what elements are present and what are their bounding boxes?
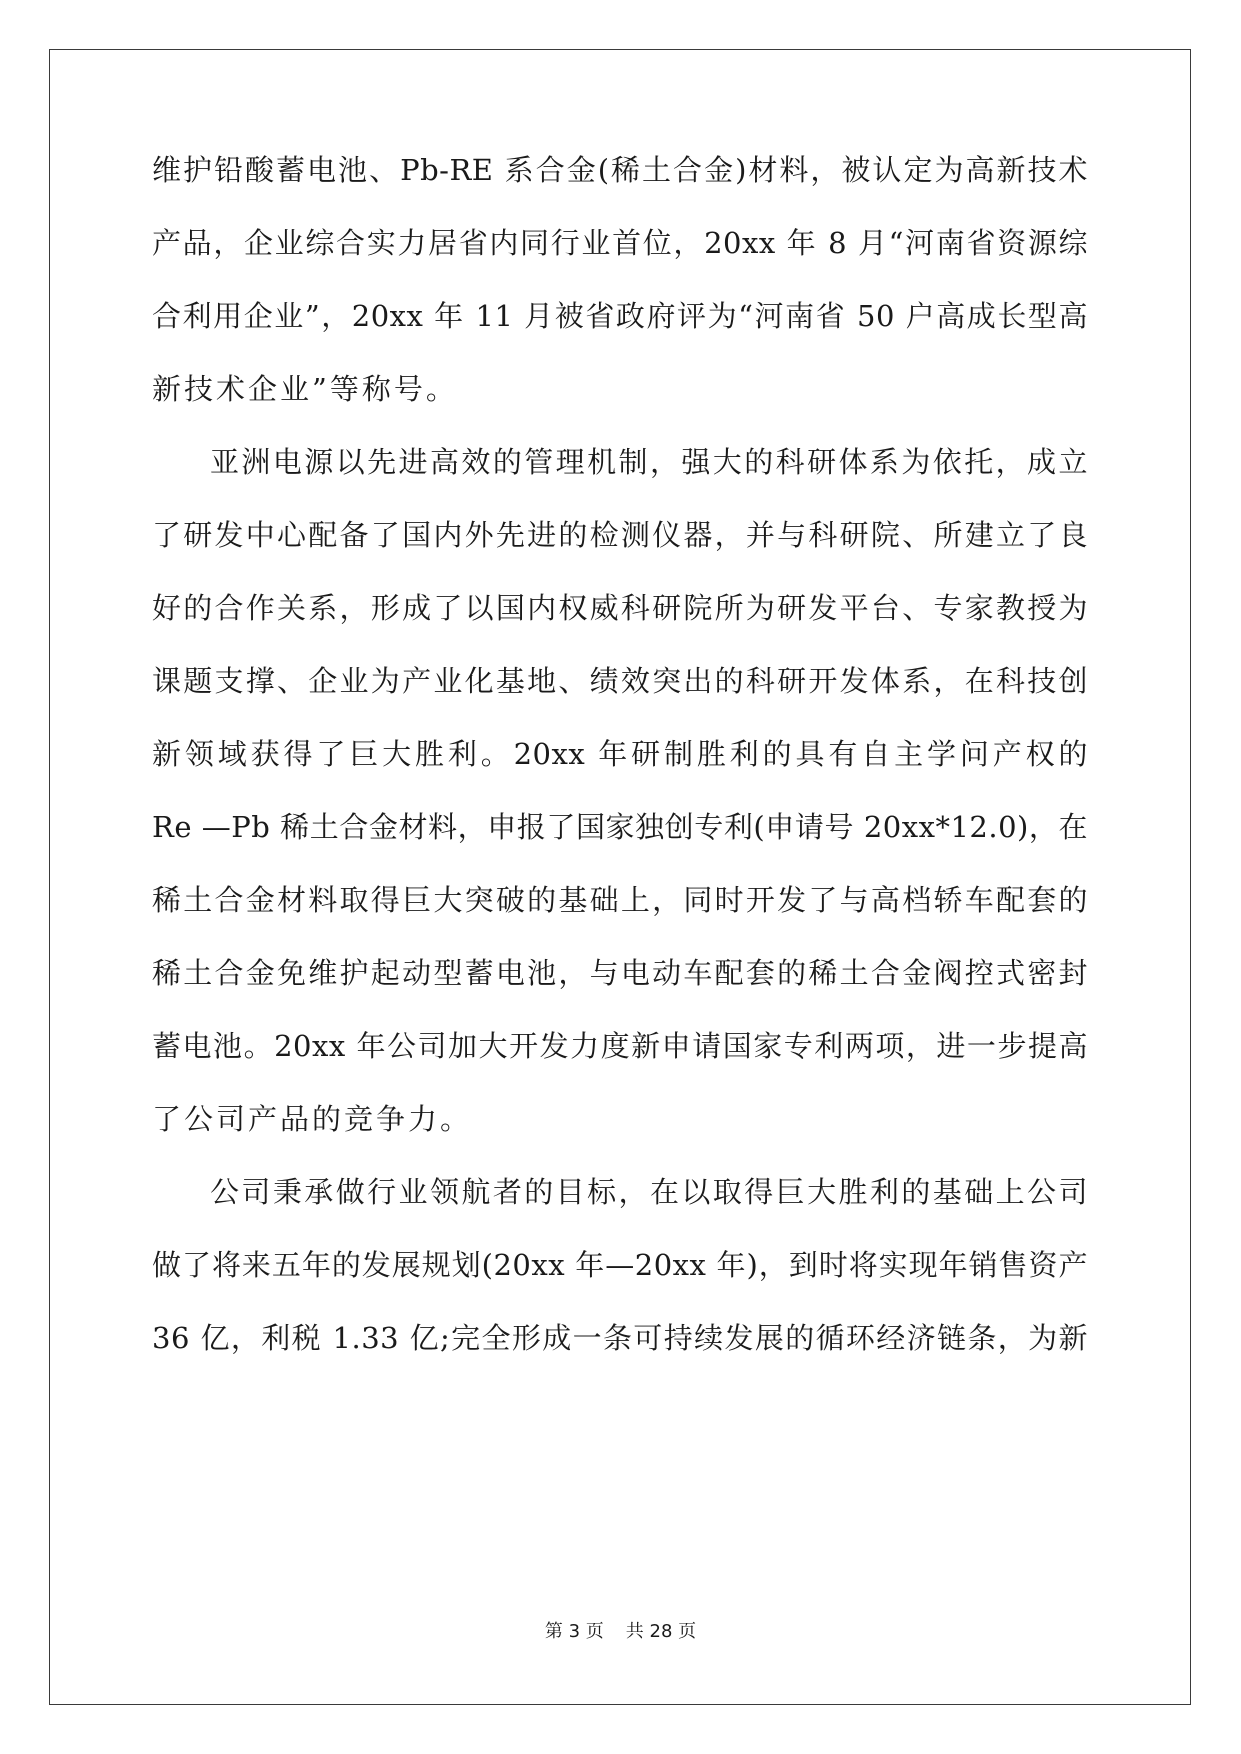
text-line: 新技术企业”等称号。 bbox=[152, 372, 458, 406]
text-line: 稀土合金材料取得巨大突破的基础上，同时开发了与高档轿车配套的 bbox=[152, 883, 1088, 917]
text-line: 了公司产品的竞争力。 bbox=[152, 1102, 473, 1136]
text-line: 课题支撑、企业为产业化基地、绩效突出的科研开发体系，在科技创 bbox=[152, 664, 1088, 698]
text-line: 新领域获得了巨大胜利。20xx 年研制胜利的具有自主学问产权的 bbox=[152, 737, 1088, 771]
paragraph-first-line: 亚洲电源以先进高效的管理机制，强大的科研体系为依托，成立 bbox=[210, 445, 1088, 479]
page-number: 第 3 页 bbox=[544, 1621, 604, 1642]
text-line: 合利用企业”，20xx 年 11 月被省政府评为“河南省 50 户高成长型高 bbox=[152, 299, 1088, 333]
text-line: 蓄电池。20xx 年公司加大开发力度新申请国家专利两项，进一步提高 bbox=[152, 1029, 1088, 1063]
text-line: 36 亿，利税 1.33 亿;完全形成一条可持续发展的循环经济链条，为新 bbox=[152, 1321, 1088, 1355]
paragraph-first-line: 公司秉承做行业领航者的目标，在以取得巨大胜利的基础上公司 bbox=[210, 1175, 1088, 1209]
text-line: 稀土合金免维护起动型蓄电池，与电动车配套的稀土合金阀控式密封 bbox=[152, 956, 1088, 990]
text-line: 做了将来五年的发展规划(20xx 年—20xx 年)，到时将实现年销售资产 bbox=[152, 1248, 1088, 1282]
text-line: 产品，企业综合实力居省内同行业首位，20xx 年 8 月“河南省资源综 bbox=[152, 226, 1088, 260]
page-total: 共 28 页 bbox=[625, 1621, 697, 1642]
page-footer bbox=[0, 1620, 1241, 1644]
text-line: Re —Pb 稀土合金材料，申报了国家独创专利(申请号 20xx*12.0)，在 bbox=[152, 810, 1088, 844]
text-line: 好的合作关系，形成了以国内权威科研院所为研发平台、专家教授为 bbox=[152, 591, 1088, 625]
text-line: 了研发中心配备了国内外先进的检测仪器，并与科研院、所建立了良 bbox=[152, 518, 1088, 552]
text-line: 维护铅酸蓄电池、Pb-RE 系合金(稀土合金)材料，被认定为高新技术 bbox=[152, 153, 1088, 187]
